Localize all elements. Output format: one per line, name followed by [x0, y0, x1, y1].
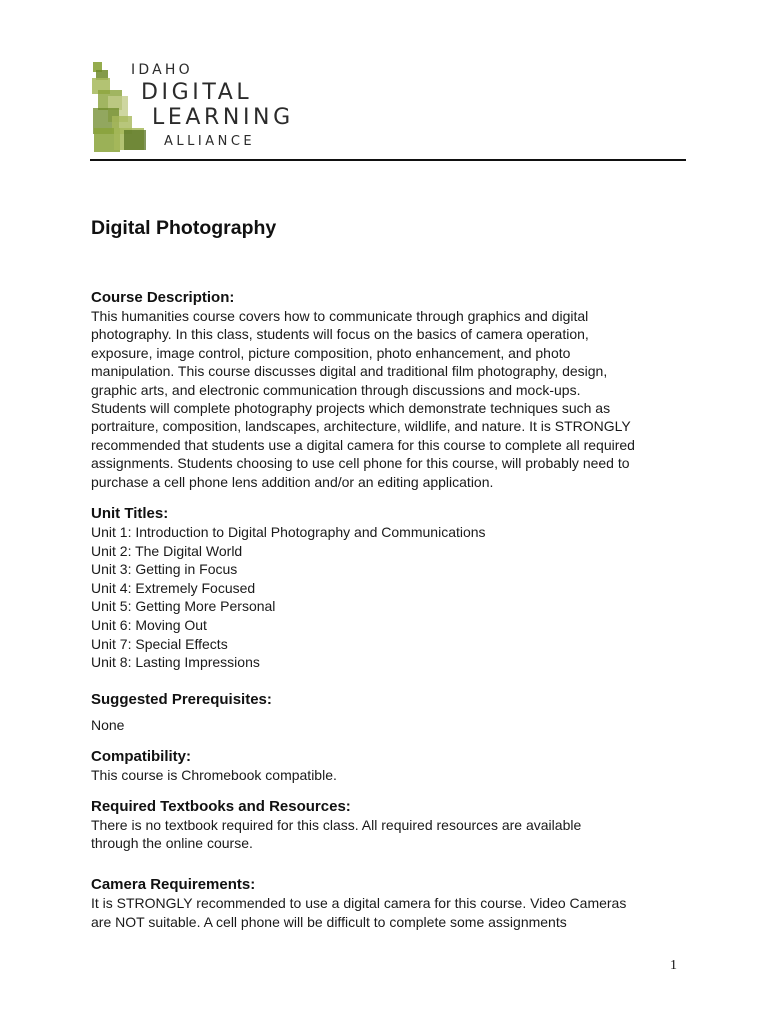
prerequisites-text: None	[91, 716, 125, 733]
course-description-line: manipulation. This course discusses digital and traditional film photography, design,	[91, 363, 608, 380]
course-description-heading: Course Description:	[91, 289, 235, 306]
unit-title-item: Unit 1: Introduction to Digital Photography and Communications	[91, 524, 486, 541]
idla-logo	[90, 60, 330, 154]
course-description-line: recommended that students use a digital camera for this course to complete all required	[91, 436, 635, 453]
unit-titles-section	[91, 504, 691, 672]
camera-requirements-line: are NOT suitable. A cell phone will be difficult to complete some assignments	[91, 913, 567, 930]
unit-title-item: Unit 3: Getting in Focus	[91, 561, 238, 578]
logo-text-digital: DIGITAL	[141, 80, 253, 105]
unit-title-item: Unit 7: Special Effects	[91, 635, 228, 652]
unit-title-item: Unit 8: Lasting Impressions	[91, 654, 260, 671]
compatibility-heading: Compatibility:	[91, 748, 191, 766]
document-body	[91, 214, 691, 931]
document-title: Digital Photography	[91, 217, 277, 239]
course-description-line: portraiture, composition, landscapes, architecture, wildlife, and nature. It is STRONGLY	[91, 418, 631, 435]
logo-text-learning: LEARNING	[152, 105, 294, 130]
prerequisites-section	[91, 690, 691, 734]
prerequisites-heading: Suggested Prerequisites:	[91, 690, 272, 708]
logo-text-idaho: IDAHO	[131, 62, 193, 78]
page-number: 1	[670, 958, 677, 973]
course-description-line: Students will complete photography projects which demonstrate techniques such as	[91, 400, 611, 417]
unit-title-item: Unit 5: Getting More Personal	[91, 598, 276, 615]
camera-requirements-line: It is STRONGLY recommended to use a digital camera for this course. Video Cameras	[91, 895, 627, 912]
course-description-line: exposure, image control, picture composition, photo enhancement, and photo	[91, 344, 571, 361]
header-divider	[90, 159, 686, 161]
course-description-line: assignments. Students choosing to use cell phone for this course, will probably need to	[91, 455, 630, 472]
course-description-section	[91, 288, 691, 491]
compatibility-section	[91, 747, 691, 784]
course-description-line: photography. In this class, students will focus on the basics of camera operation,	[91, 326, 589, 343]
compatibility-text: This course is Chromebook compatible.	[91, 767, 337, 784]
unit-title-item: Unit 4: Extremely Focused	[91, 579, 256, 596]
course-description-text	[91, 307, 691, 491]
unit-title-item: Unit 6: Moving Out	[91, 617, 207, 634]
textbooks-section	[91, 797, 691, 853]
textbooks-line: There is no textbook required for this class. All required resources are available	[91, 816, 582, 833]
unit-titles-heading: Unit Titles:	[91, 505, 169, 523]
course-description-line: purchase a cell phone lens addition and/or an editing application.	[91, 473, 494, 490]
textbooks-heading: Required Textbooks and Resources:	[91, 797, 351, 815]
camera-requirements-heading: Camera Requirements:	[91, 876, 256, 894]
course-description-line: This humanities course covers how to communicate through graphics and digital	[91, 308, 589, 324]
course-description-line: graphic arts, and electronic communication through discussions and mock-ups.	[91, 381, 581, 398]
unit-title-item: Unit 2: The Digital World	[91, 542, 243, 559]
camera-requirements-section	[91, 875, 691, 931]
logo-text-alliance: ALLIANCE	[164, 134, 256, 149]
textbooks-line: through the online course.	[91, 835, 253, 852]
